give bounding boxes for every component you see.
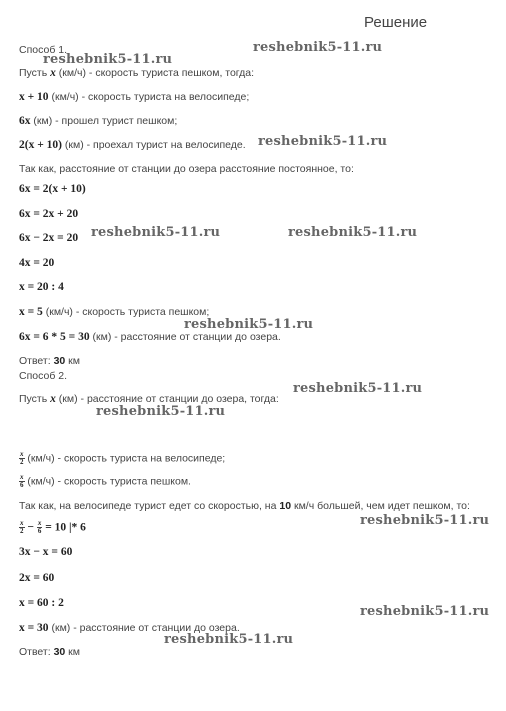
method2-eq-1	[19, 520, 86, 535]
denominator: 6	[20, 481, 24, 489]
text: Пусть	[19, 67, 51, 79]
watermark: reshebnik5-11.ru	[43, 52, 173, 67]
method2-line-4	[19, 500, 470, 513]
text: (км/ч) - скорость туриста пешком, тогда:	[55, 67, 255, 79]
watermark: reshebnik5-11.ru	[360, 604, 490, 619]
math: 6x = 6 * 5 = 30	[19, 331, 90, 343]
watermark: reshebnik5-11.ru	[288, 225, 418, 240]
method1-eq-5: x = 20 : 4	[19, 281, 64, 293]
method2-label: Способ 2.	[19, 370, 68, 382]
method1-eq-3: 6x − 2x = 20	[19, 232, 79, 244]
var-x: x	[50, 67, 56, 79]
method1-eq-2: 6x = 2x + 20	[19, 208, 79, 220]
math: 2(x + 10)	[19, 139, 62, 151]
watermark: reshebnik5-11.ru	[96, 404, 226, 419]
method1-eq-4: 4x = 20	[19, 257, 55, 269]
text: Пусть	[19, 393, 51, 405]
text: (км) - расстояние от станции до озера.	[48, 622, 240, 634]
answer-unit: км	[65, 355, 80, 367]
text: (км/ч) - скорость туриста на велосипеде;	[24, 452, 226, 465]
watermark: reshebnik5-11.ru	[91, 225, 221, 240]
answer-label: Ответ:	[19, 646, 54, 658]
math: = 10 |* 6	[42, 521, 86, 534]
method2-answer	[19, 646, 80, 659]
page-title: Решение	[364, 14, 428, 31]
math: 6x	[19, 115, 31, 127]
numerator: x	[20, 519, 24, 527]
method1-line-3	[19, 115, 177, 128]
denominator: 2	[20, 458, 24, 466]
method1-eq-1: 6x = 2(x + 10)	[19, 183, 86, 195]
text: Так как, на велосипеде турист едет со скоростью, на	[19, 500, 280, 512]
method2-line-2	[19, 451, 225, 466]
watermark: reshebnik5-11.ru	[184, 317, 314, 332]
answer-value: 30	[53, 646, 66, 658]
watermark: reshebnik5-11.ru	[253, 40, 383, 55]
method1-line-1	[19, 67, 254, 80]
answer-unit: км	[65, 646, 80, 658]
var-x: x	[50, 393, 56, 405]
math: x + 10	[19, 91, 49, 103]
text: (км/ч) - скорость туриста на велосипеде;	[48, 91, 250, 103]
text: (км) - расстояние от станции до озера.	[89, 331, 281, 343]
watermark: reshebnik5-11.ru	[164, 632, 294, 647]
method1-line-5: Так как, расстояние от станции до озера расстояние постоянное, то:	[19, 163, 354, 175]
math: x = 30	[19, 622, 49, 634]
numerator: x	[20, 473, 24, 481]
text: (км/ч) - скорость туриста пешком.	[24, 475, 191, 488]
method2-eq-4: x = 60 : 2	[19, 597, 64, 609]
numerator: x	[37, 519, 42, 527]
method1-line-2	[19, 91, 249, 104]
method1-line-12	[19, 331, 281, 344]
minus: −	[24, 521, 37, 534]
denominator: 6	[37, 527, 42, 535]
method1-line-11	[19, 306, 209, 319]
text: (км) - проехал турист на велосипеде.	[61, 139, 246, 151]
method2-line-3	[19, 474, 191, 489]
method1-line-4	[19, 139, 246, 152]
watermark: reshebnik5-11.ru	[293, 381, 423, 396]
watermark: reshebnik5-11.ru	[360, 513, 490, 528]
answer-value: 30	[53, 355, 66, 367]
method1-answer	[19, 355, 80, 368]
text: (км) - расстояние от станции до озера, тогда:	[55, 393, 279, 405]
math: x = 5	[19, 306, 43, 318]
text: (км) - прошел турист пешком;	[30, 115, 178, 127]
number: 10	[279, 500, 292, 512]
text: км/ч большей, чем идет пешком, то:	[291, 500, 470, 512]
method2-eq-3: 2x = 60	[19, 572, 55, 584]
numerator: x	[20, 450, 24, 458]
method2-eq-2: 3x − x = 60	[19, 546, 73, 558]
watermark: reshebnik5-11.ru	[258, 134, 388, 149]
denominator: 2	[20, 527, 24, 535]
text: (км/ч) - скорость туриста пешком;	[42, 306, 210, 318]
method1-label: Способ 1.	[19, 44, 68, 56]
answer-label: Ответ:	[19, 355, 54, 367]
